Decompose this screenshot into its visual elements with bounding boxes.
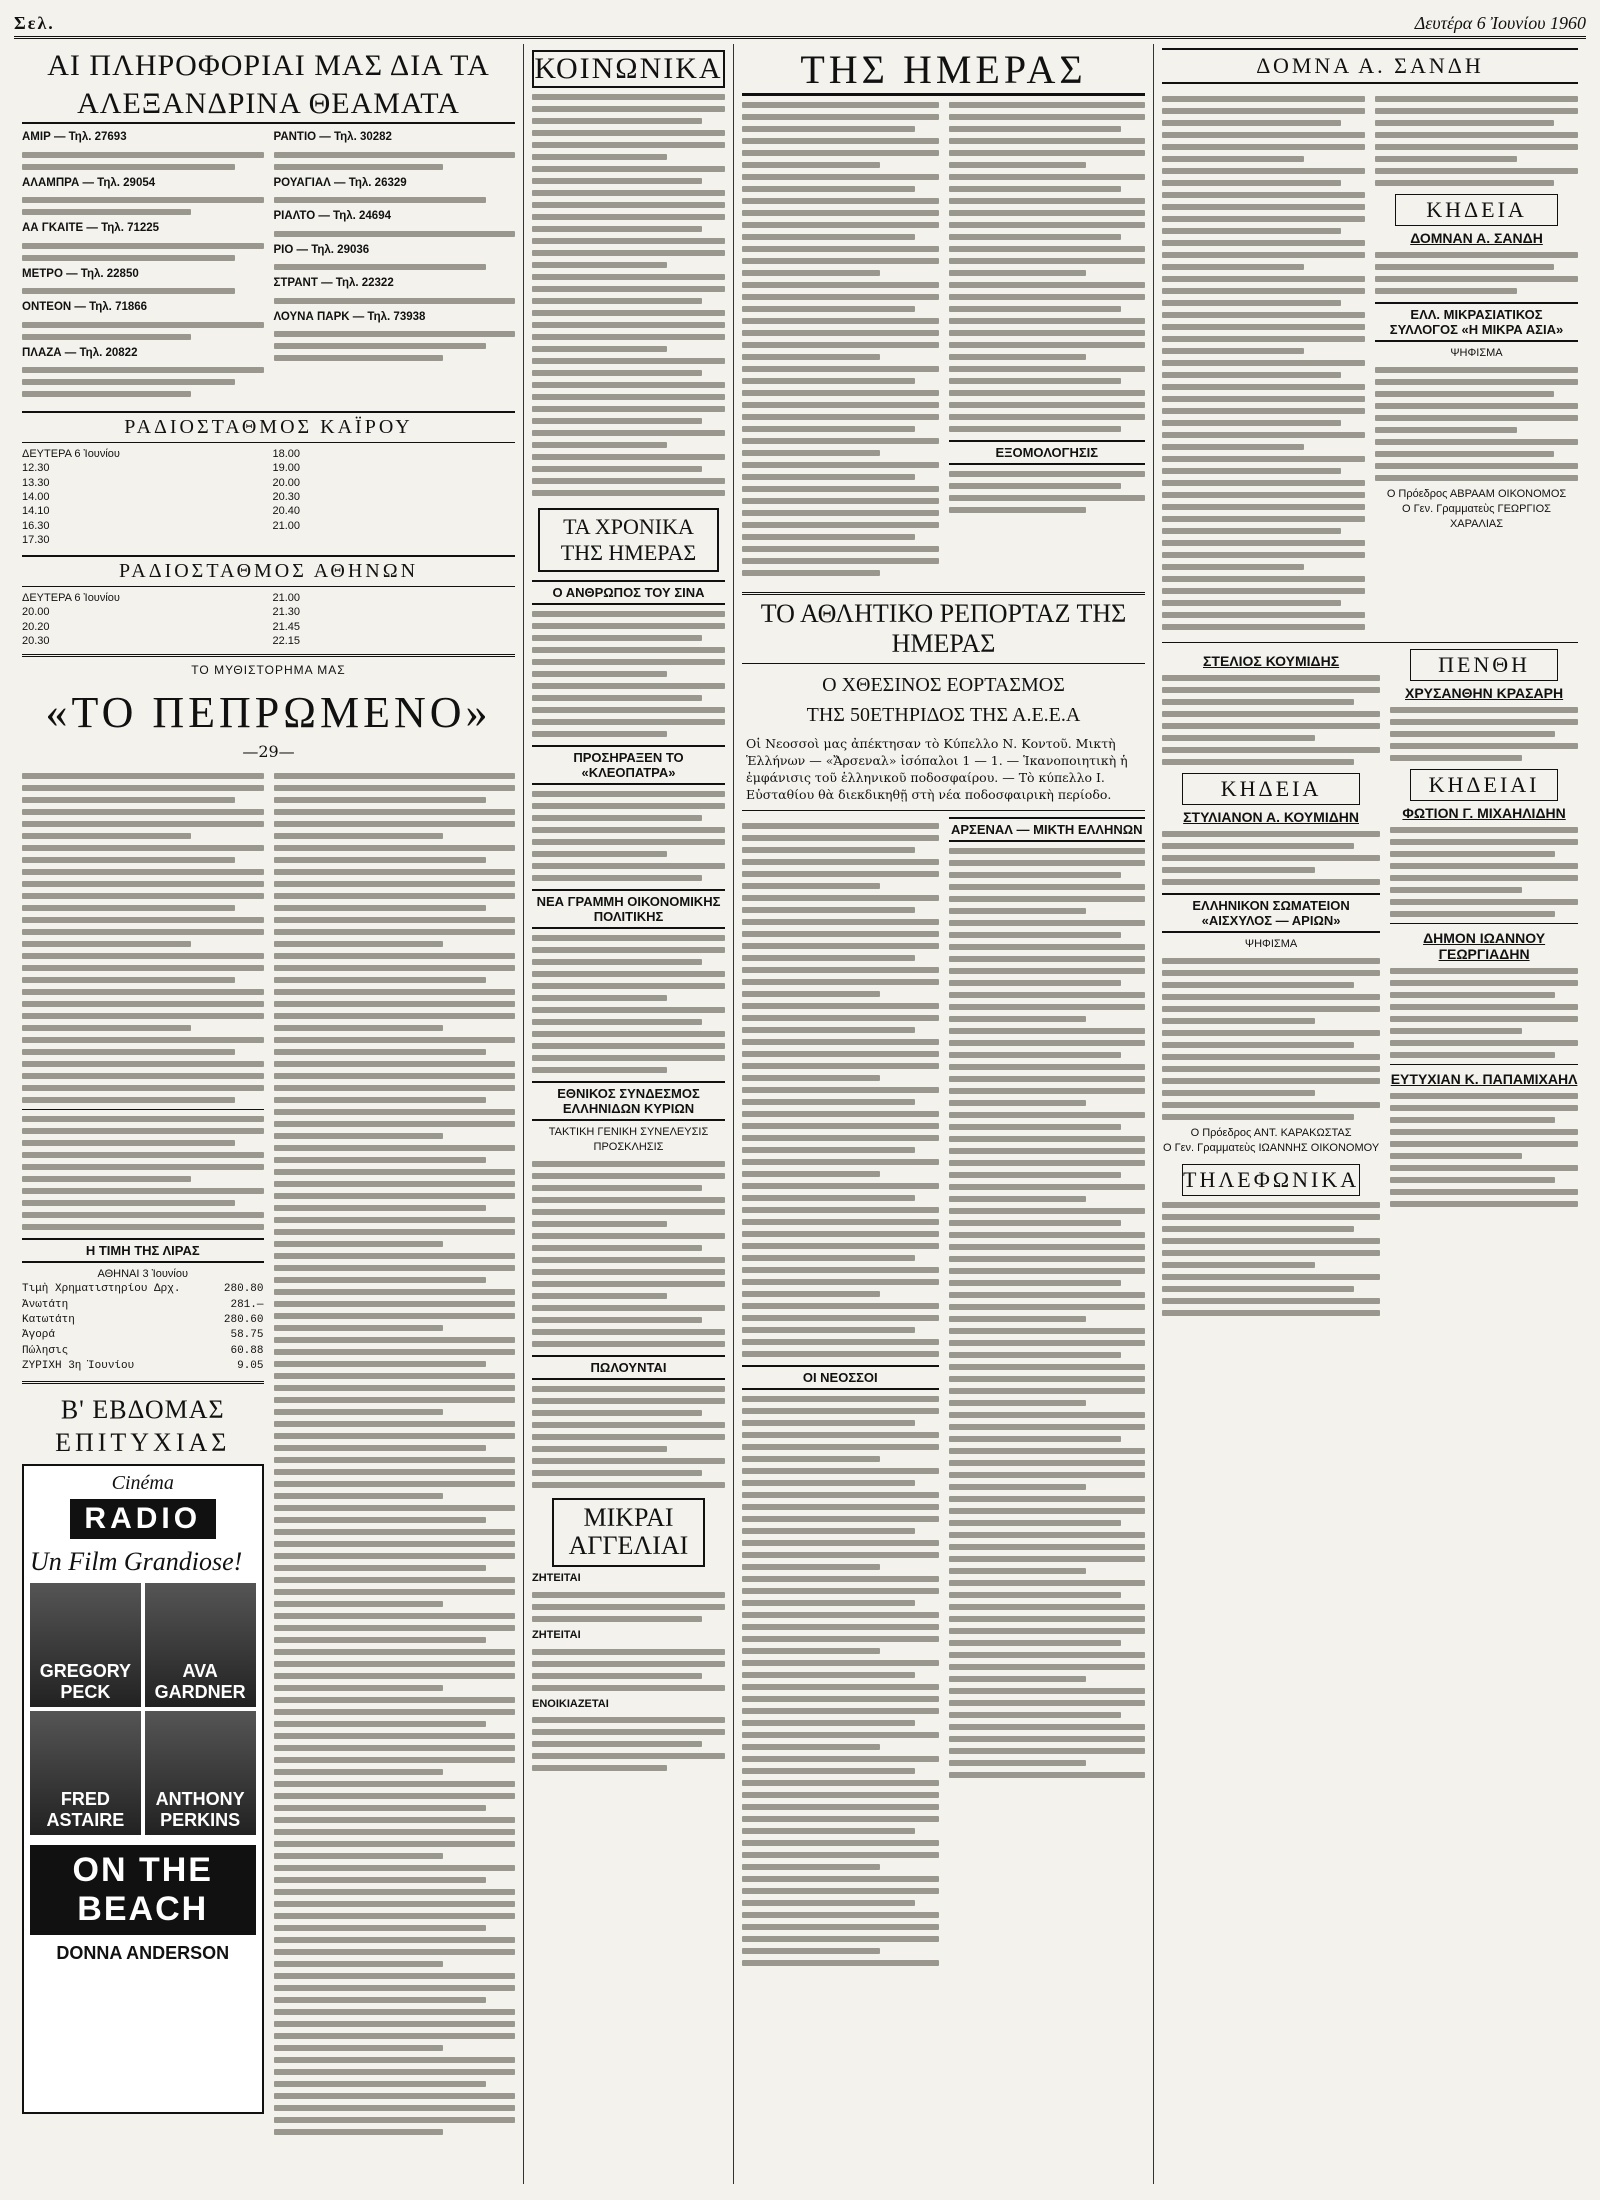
- price-row: Ἀνωτάτη 281.—: [22, 1298, 264, 1311]
- schedule-time: 20.30: [272, 490, 301, 503]
- funeral-name: ΣΤΥΛΙΑΝΟΝ Α. ΚΟΥΜΙΔΗΝ: [1183, 809, 1359, 825]
- confession-title: ΕΞΟΜΟΛΟΓΗΣΙΣ: [949, 440, 1146, 465]
- gold-price-title: Η ΤΙΜΗ ΤΗΣ ΛΙΡΑΣ: [22, 1238, 264, 1263]
- cinema-listings: [22, 130, 515, 403]
- price-row: Ἀγορά 58.75: [22, 1329, 264, 1342]
- phone-heading: ΤΗΛΕΦΩΝΙΚΑ: [1182, 1164, 1360, 1196]
- schedule-time: 20.20: [22, 620, 50, 633]
- serial-title: «ΤΟ ΠΕΠΡΩΜΕΝΟ»: [45, 688, 492, 738]
- classified-label: ΕΝΟΙΚΙΑΖΕΤΑΙ: [532, 1697, 609, 1710]
- column-announcements: [1154, 44, 1586, 2184]
- funeral-heading: ΚΗΔΕΙΑΙ: [1410, 769, 1558, 801]
- schedule-time: 21.00: [272, 592, 301, 605]
- youth-title: ΟΙ ΝΕΟΣΣΟΙ: [742, 1365, 939, 1390]
- classified-label: ΖΗΤΕΙΤΑΙ: [532, 1628, 581, 1641]
- masthead: [14, 10, 1586, 39]
- star-photo: ANTHONY PERKINS: [145, 1711, 256, 1835]
- sports-headline-2: ΤΗΣ 50ΕΤΗΡΙΔΟΣ ΤΗΣ Α.Ε.Ε.Α: [806, 704, 1081, 726]
- schedule-time: 13.30: [22, 476, 50, 489]
- ad-cinema-name: RADIO: [70, 1499, 216, 1539]
- radio-cairo-title: ΡΑΔΙΟΣΤΑΘΜΟΣ ΚΑΪΡΟΥ: [22, 411, 515, 443]
- match-title: ΑΡΣΕΝΑΛ — ΜΙΚΤΗ ΕΛΛΗΝΩΝ: [949, 817, 1146, 842]
- week-title: Β' ΕΒΔΟΜΑΣ: [60, 1394, 225, 1424]
- cinema-item: ΣΤΡΑΝΤ — Τηλ. 22322: [274, 276, 516, 304]
- mourning-name: ΔΗΜΟΝ ΙΩΑΝΝΟΥ ΓΕΩΡΓΙΑΔΗΝ: [1423, 930, 1546, 962]
- funeral-heading: ΚΗΔΕΙΑ: [1182, 773, 1360, 805]
- ad-stars: [30, 1583, 256, 1835]
- cinema-item: ΡΑΝΤΙΟ — Τηλ. 30282: [274, 130, 516, 170]
- price-row: ΖΥΡΙΧΗ 3η Ἰουνίου 9.05: [22, 1360, 264, 1373]
- star-photo: GREGORY PECK: [30, 1583, 141, 1707]
- radio-athens-schedule: [22, 591, 515, 648]
- radio-athens-title: ΡΑΔΙΟΣΤΑΘΜΟΣ ΑΘΗΝΩΝ: [22, 555, 515, 587]
- resolution-title: ΨΗΦΙΣΜΑ: [1450, 347, 1503, 359]
- theatres-title: ΑΛΕΞΑΝΔΡΙΝΑ ΘΕΑΜΑΤΑ: [22, 82, 515, 125]
- schedule-time: 14.10: [22, 505, 50, 518]
- economic-title: ΝΕΑ ΓΡΑΜΜΗ ΟΙΚΟΝΟΜΙΚΗΣ ΠΟΛΙΤΙΚΗΣ: [532, 889, 725, 929]
- classified-label: ΖΗΤΕΙΤΑΙ: [532, 1571, 581, 1584]
- schedule-day: ΔΕΥΤΕΡΑ 6 Ἰουνίου: [22, 592, 120, 605]
- funeral-heading: ΚΗΔΕΙΑ: [1395, 194, 1558, 226]
- cinema-item: ΡΙΟ — Τηλ. 29036: [274, 243, 516, 271]
- ad-film-title: ON THE BEACH: [30, 1845, 256, 1935]
- classifieds-title: ΜΙΚΡΑΙ ΑΓΓΕΛΙΑΙ: [552, 1498, 705, 1567]
- day-title: ΤΗΣ ΗΜΕΡΑΣ: [742, 46, 1145, 96]
- cinema-item: ΑΑ ΓΚΑΙΤΕ — Τηλ. 71225: [22, 221, 264, 261]
- issue-date: Δευτέρα 6 Ἰουνίου 1960: [1414, 12, 1586, 33]
- sports-lead: Οἱ Νεοσσοὶ μας ἀπέκτησαν τὸ Κύπελλο Ν. Κοντοῦ. Μικτὴ Ἑλλήνων — «Ἄρσεναλ» ἰσόπαλοι 1 — 1. — Ἱκανοποιητικὴ ἡ ἐμφάνισις τοῦ ἑλληνικοῦ ποδοσφαίρου. — Τὸ κύπελλο Ι. Εὐσταθίου θὰ διεκδικηθῇ στὴ νέα ποδοσφαιρικὴ περίοδο.: [746, 736, 1128, 802]
- column-social: [524, 44, 734, 2184]
- schedule-time: 18.00: [272, 448, 301, 461]
- star-photo: FRED ASTAIRE: [30, 1711, 141, 1835]
- schedule-time: 21.30: [272, 606, 301, 619]
- schedule-time: 16.30: [22, 519, 50, 532]
- mourning-name: ΕΥΤΥΧΙΑΝ Κ. ΠΑΠΑΜΙΧΑΗΛ: [1390, 1071, 1578, 1087]
- schedule-time: 21.00: [272, 519, 301, 532]
- info-title: ΑΙ ΠΛΗΡΟΦΟΡΙΑΙ ΜΑΣ ΔΙΑ ΤΑ: [47, 49, 490, 82]
- serial-number: —29—: [242, 742, 295, 762]
- gold-price-table: [22, 1282, 264, 1374]
- mourning-name: ΧΡΥΣΑΝΘΗΝ ΚΡΑΣΑΡΗ: [1405, 685, 1564, 701]
- funeral-name: ΔΟΜΝΑΝ Α. ΣΑΝΔΗ: [1410, 230, 1543, 246]
- price-row: Πώλησις 60.88: [22, 1344, 264, 1357]
- announcements-body: [1162, 649, 1578, 1322]
- cinema-list-left: [22, 130, 264, 403]
- ad-costar: DONNA ANDERSON: [56, 1943, 230, 1964]
- schedule-time: 19.00: [272, 462, 301, 475]
- cinema-item: ΠΛΑΖΑ — Τηλ. 20822: [22, 346, 264, 398]
- funeral-name: ΦΩΤΙΟΝ Γ. ΜΙΧΑΗΛΙΔΗΝ: [1402, 805, 1566, 821]
- sports-body: [742, 817, 1145, 1972]
- star-photo: AVA GARDNER: [145, 1583, 256, 1707]
- assembly-title: ΤΑΚΤΙΚΗ ΓΕΝΙΚΗ ΣΥΝΕΛΕΥΣΙΣ ΠΡΟΣΚΛΗΣΙΣ: [548, 1126, 709, 1153]
- schedule-time: 12.30: [22, 462, 50, 475]
- radio-cairo-schedule: [22, 447, 515, 547]
- serial-body: [22, 767, 515, 2141]
- serial-text-right: [274, 767, 516, 2141]
- cinema-item: ΜΕΤΡΟ — Τηλ. 22850: [22, 267, 264, 295]
- serial-kicker: ΤΟ ΜΥΘΙΣΤΟΡΗΜΑ ΜΑΣ: [191, 663, 346, 678]
- cinema-item: ΛΟΥΝΑ ΠΑΡΚ — Τηλ. 73938: [274, 310, 516, 362]
- ad-tagline: Un Film Grandiose!: [30, 1547, 243, 1577]
- schedule-day: ΔΕΥΤΕΡΑ 6 Ἰουνίου: [22, 448, 120, 461]
- cinema-item: ΑΜΙΡ — Τηλ. 27693: [22, 130, 264, 170]
- cinema-advertisement: [22, 1464, 264, 2114]
- page-label: Σελ.: [14, 12, 55, 33]
- society-president: Ο Πρόεδρος ΑΒΡΑΑΜ ΟΙΚΟΝΟΜΟΣ: [1386, 487, 1567, 500]
- cinema-item: ΡΟΥΑΓΙΑΛ — Τηλ. 26329: [274, 176, 516, 204]
- chronika-title: ΤΑ ΧΡΟΝΙΚΑ ΤΗΣ ΗΜΕΡΑΣ: [538, 508, 719, 572]
- schedule-time: 20.30: [22, 635, 50, 648]
- author-body: [1162, 90, 1578, 636]
- national-title: ΕΘΝΙΚΟΣ ΣΥΝΔΕΣΜΟΣ ΕΛΛΗΝΙΔΩΝ ΚΥΡΙΩΝ: [532, 1081, 725, 1121]
- social-title: ΚΟΙΝΩΝΙΚΑ: [532, 50, 725, 88]
- club-title: ΕΛΛΗΝΙΚΟΝ ΣΩΜΑΤΕΙΟΝ «ΑΙΣΧΥΛΟΣ — ΑΡΙΩΝ»: [1162, 893, 1380, 933]
- mourning-heading: ΠΕΝΘΗ: [1410, 649, 1558, 681]
- society-secretary: Ο Γεν. Γραμματεὺς ΓΕΩΡΓΙΟΣ ΧΑΡΑΛΙΑΣ: [1402, 502, 1551, 530]
- price-row: Τιμὴ Χρηματιστηρίου Δρχ. 280.80: [22, 1283, 264, 1296]
- gold-price-date: ΑΘΗΝΑΙ 3 Ἰουνίου: [97, 1268, 188, 1281]
- serial-text-left: [22, 767, 264, 2141]
- club-secretary: Ο Γεν. Γραμματεὺς ΙΩΑΝΝΗΣ ΟΙΚΟΝΟΜΟΥ: [1162, 1141, 1380, 1154]
- sale-title: ΠΩΛΟΥΝΤΑΙ: [532, 1355, 725, 1380]
- column-news: [734, 44, 1154, 2184]
- ad-brand: Cinéma: [111, 1472, 174, 1495]
- cinema-list-right: [274, 130, 516, 403]
- cinema-item: ΟΝΤΕΟΝ — Τηλ. 71866: [22, 300, 264, 340]
- schedule-time: 22.15: [272, 635, 301, 648]
- schedule-time: 17.30: [22, 533, 50, 546]
- price-row: Κατωτάτη 280.60: [22, 1313, 264, 1326]
- day-body: [742, 96, 1145, 582]
- schedule-time: 20.00: [272, 476, 301, 489]
- club-resolution: ΨΗΦΙΣΜΑ: [1244, 938, 1298, 950]
- kleopatra-title: ΠΡΟΣΗΡΑΞΕΝ ΤΟ «ΚΛΕΟΠΑΤΡΑ»: [532, 745, 725, 785]
- society-title: ΕΛΛ. ΜΙΚΡΑΣΙΑΤΙΚΟΣ ΣΥΛΛΟΓΟΣ «Η ΜΙΚΡΑ ΑΣΙΑ»: [1375, 302, 1578, 342]
- schedule-time: 21.45: [272, 620, 301, 633]
- author-title: ΔΟΜΝΑ Α. ΣΑΝΔΗ: [1162, 48, 1578, 84]
- announcement-name: ΣΤΕΛΙΟΣ ΚΟΥΜΙΔΗΣ: [1203, 653, 1340, 669]
- cinema-item: ΑΛΑΜΠΡΑ — Τηλ. 29054: [22, 176, 264, 216]
- sports-headline-1: Ο ΧΘΕΣΙΝΟΣ ΕΟΡΤΑΣΜΟΣ: [822, 674, 1065, 696]
- schedule-time: 20.40: [272, 505, 301, 518]
- cinema-item: ΡΙΑΛΤΟ — Τηλ. 24694: [274, 209, 516, 237]
- schedule-time: 14.00: [22, 490, 50, 503]
- schedule-time: 20.00: [22, 606, 50, 619]
- column-entertainment: [14, 44, 524, 2184]
- sports-report-title: ΤΟ ΑΘΛΗΤΙΚΟ ΡΕΠΟΡΤΑΖ ΤΗΣ ΗΜΕΡΑΣ: [742, 592, 1145, 664]
- sina-title: Ο ΑΝΘΡΩΠΟΣ ΤΟΥ ΣΙΝΑ: [532, 580, 725, 605]
- club-president: Ο Πρόεδρος ΑΝΤ. ΚΑΡΑΚΩΣΤΑΣ: [1190, 1126, 1352, 1139]
- week-subtitle: ΕΠΙΤΥΧΙΑΣ: [55, 1427, 231, 1457]
